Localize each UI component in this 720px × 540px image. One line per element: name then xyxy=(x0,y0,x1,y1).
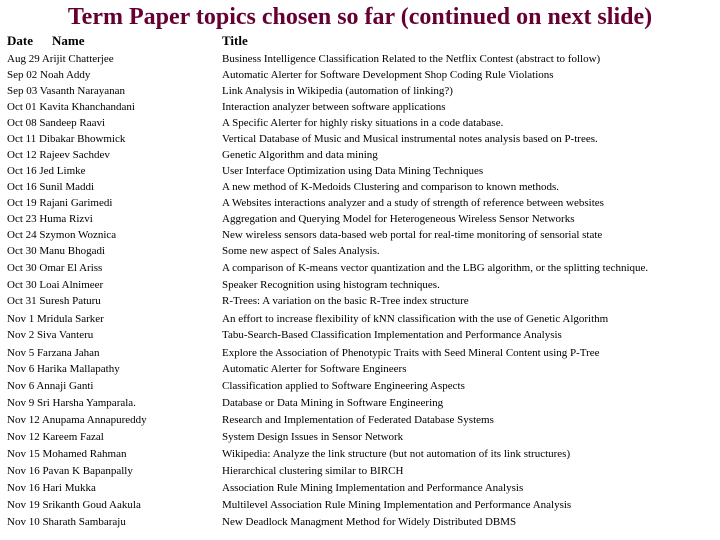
table-row xyxy=(0,243,720,259)
table-row xyxy=(0,497,720,513)
date-name-cell: Nov 6 Annaji Ganti xyxy=(7,380,94,392)
table-row xyxy=(0,227,720,243)
date-name-cell: Nov 10 Sharath Sambaraju xyxy=(7,516,126,528)
date-name-cell: Nov 15 Mohamed Rahman xyxy=(7,448,127,460)
table-row xyxy=(0,446,720,462)
title-cell: New wireless sensors data-based web portal for real-time monitoring of sensorial state xyxy=(222,229,603,241)
date-name-cell: Oct 16 Jed Limke xyxy=(7,165,86,177)
date-name-cell: Aug 29 Arijit Chatterjee xyxy=(7,53,114,65)
table-row xyxy=(0,131,720,147)
table-row xyxy=(0,514,720,530)
title-cell: Research and Implementation of Federated Database Systems xyxy=(222,414,494,426)
date-name-cell: Oct 24 Szymon Woznica xyxy=(7,229,117,241)
table-row xyxy=(0,412,720,428)
date-name-cell: Oct 08 Sandeep Raavi xyxy=(7,117,106,129)
date-name-cell: Oct 31 Suresh Paturu xyxy=(7,295,101,307)
date-name-cell: Oct 12 Rajeev Sachdev xyxy=(7,149,110,161)
table-row xyxy=(0,429,720,445)
title-cell: Aggregation and Querying Model for Heterogeneous Wireless Sensor Networks xyxy=(222,213,575,225)
table-row xyxy=(0,179,720,195)
title-cell: Wikipedia: Analyze the link structure (but not automation of its link structures) xyxy=(222,448,571,460)
title-cell: Tabu-Search-Based Classification Implementation and Performance Analysis xyxy=(222,329,562,341)
title-cell: Explore the Association of Phenotypic Traits with Seed Mineral Content using P-Tree xyxy=(222,347,600,359)
table-row xyxy=(0,260,720,276)
title-cell: An effort to increase flexibility of kNN classification with the use of Genetic Algorithm xyxy=(222,313,609,325)
title-cell: Some new aspect of Sales Analysis. xyxy=(222,245,380,257)
date-name-cell: Nov 6 Harika Mallapathy xyxy=(7,363,120,375)
table-row xyxy=(0,83,720,99)
title-cell: Multilevel Association Rule Mining Implementation and Performance Analysis xyxy=(222,499,572,511)
title-cell: Automatic Alerter for Software Development Shop Coding Rule Violations xyxy=(222,69,554,81)
title-cell: User Interface Optimization using Data Mining Techniques xyxy=(222,165,484,177)
title-cell: Speaker Recognition using histogram techniques. xyxy=(222,279,440,291)
date-name-cell: Oct 30 Manu Bhogadi xyxy=(7,245,106,257)
date-name-cell: Nov 12 Kareem Fazal xyxy=(7,431,104,443)
table-row xyxy=(0,147,720,163)
date-name-cell: Oct 19 Rajani Garimedi xyxy=(7,197,113,209)
table-row xyxy=(0,51,720,67)
table-row xyxy=(0,293,720,309)
table-row xyxy=(0,163,720,179)
title-cell: New Deadlock Managment Method for Widely Distributed DBMS xyxy=(222,516,517,528)
table-row xyxy=(0,195,720,211)
table-row xyxy=(0,345,720,361)
title-cell: Automatic Alerter for Software Engineers xyxy=(222,363,407,375)
title-cell: A comparison of K-means vector quantization and the LBG algorithm, or the splitting technique. xyxy=(222,262,649,274)
date-name-cell: Nov 5 Farzana Jahan xyxy=(7,347,100,359)
title-cell: System Design Issues in Sensor Network xyxy=(222,431,404,443)
table-row xyxy=(0,327,720,343)
table-row xyxy=(0,378,720,394)
date-name-cell: Sep 03 Vasanth Narayanan xyxy=(7,85,126,97)
date-name-cell: Oct 30 Loai Alnimeer xyxy=(7,279,104,291)
date-name-cell: Nov 9 Sri Harsha Yamparala. xyxy=(7,397,136,409)
table-row xyxy=(0,211,720,227)
name-column-header: Name xyxy=(52,33,85,48)
date-name-cell: Oct 23 Huma Rizvi xyxy=(7,213,93,225)
slide-title: Term Paper topics chosen so far (continued on next slide) xyxy=(67,4,653,30)
date-name-cell: Nov 2 Siva Vanteru xyxy=(7,329,94,341)
date-name-cell: Nov 12 Anupama Annapureddy xyxy=(7,414,147,426)
date-name-cell: Nov 19 Srikanth Goud Aakula xyxy=(7,499,141,511)
title-cell: Genetic Algorithm and data mining xyxy=(222,149,378,161)
table-row xyxy=(0,115,720,131)
table-row xyxy=(0,395,720,411)
title-cell: A Specific Alerter for highly risky situations in a code database. xyxy=(222,117,504,129)
title-cell: Database or Data Mining in Software Engineering xyxy=(222,397,444,409)
date-name-cell: Nov 16 Hari Mukka xyxy=(7,482,96,494)
date-name-cell: Oct 16 Sunil Maddi xyxy=(7,181,95,193)
table-row xyxy=(0,480,720,496)
date-name-cell: Nov 1 Mridula Sarker xyxy=(7,313,104,325)
title-cell: Association Rule Mining Implementation and Performance Analysis xyxy=(222,482,524,494)
title-cell: Vertical Database of Music and Musical instrumental notes analysis based on P-trees. xyxy=(222,133,598,145)
date-name-cell: Oct 11 Dibakar Bhowmick xyxy=(7,133,126,145)
date-name-cell: Nov 16 Pavan K Bapanpally xyxy=(7,465,133,477)
table-row xyxy=(0,311,720,327)
title-cell: Business Intelligence Classification Related to the Netflix Contest (abstract to follow) xyxy=(222,53,601,65)
title-cell: Interaction analyzer between software applications xyxy=(222,101,446,113)
table-row xyxy=(0,463,720,479)
table-row xyxy=(0,361,720,377)
title-cell: R-Trees: A variation on the basic R-Tree index structure xyxy=(222,295,469,307)
title-column-header: Title xyxy=(222,33,248,48)
title-cell: A Websites interactions analyzer and a study of strength of reference between websites xyxy=(222,197,604,209)
date-column-header: Date xyxy=(7,33,33,48)
title-cell: Classification applied to Software Engineering Aspects xyxy=(222,380,465,392)
title-cell: Link Analysis in Wikipedia (automation of linking?) xyxy=(222,85,453,97)
date-name-cell: Oct 30 Omar El Ariss xyxy=(7,262,103,274)
title-cell: Hierarchical clustering similar to BIRCH xyxy=(222,465,404,477)
date-name-cell: Oct 01 Kavita Khanchandani xyxy=(7,101,135,113)
date-name-cell: Sep 02 Noah Addy xyxy=(7,69,91,81)
table-row xyxy=(0,277,720,293)
table-row xyxy=(0,67,720,83)
table-row xyxy=(0,99,720,115)
title-cell: A new method of K-Medoids Clustering and comparison to known methods. xyxy=(222,181,559,193)
